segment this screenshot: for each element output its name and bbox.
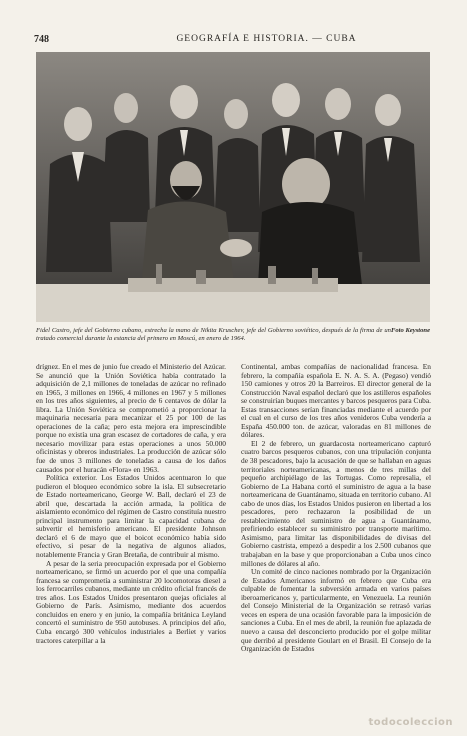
paragraph: A pesar de la seria preocupación expresada por el Gobierno norteamericano, se firmó un acuerdo por el que una compañía francesa se comprometía a suministrar 20 locomotoras diesel a los ferrocarriles cubanos, mediante un crédito oficial francés de tres años. Los Estados Unidos presentaron quejas oficiales al Gobierno de París. Asimismo, mediante dos acuerdos concluidos en enero y en junio, la compañía británica Leyland concertó el suministro de 950 autobuses. A principios del año, Cuba encargó 300 vehículos industriales a Berliet y varios tractores caterpillar a la [36,558,226,645]
historical-photo [36,52,430,322]
paragraph: El 2 de febrero, un guardacosta norteamericano capturó cuatro barcos pesqueros cubanos, con una tripulación conjunta de 38 pescadores, bajo la acusación de que se hallaban en aguas territoriales norteamericanas, a menos de tres millas del pequeño archipiélago de las Tortugas. Como represalia, el Gobierno de La Habana cortó el suministro de agua a la base norteamericana de Guantánamo, situada en territorio cubano. Al cabo de unos días, los Estados Unidos pusieron en libertad a los pescadores, pero rechazaron la posibilidad de un restablecimiento del suministro de agua a Guantánamo, prefiriendo establecer su suministro por transporte marítimo. Asimismo, para limitar las disponibilidades de divisas del Gobierno castrista, empezó a despedir a los 2.500 cubanos que trabajaban en la base y que proporcionaban a Cuba unos cinco millones de dólares al año. [241,438,431,568]
page-number: 748 [34,34,49,45]
page-header [34,34,439,46]
paragraph: Un comité de cinco naciones nombrado por la Organización de Estados Americanos informó en febrero que Cuba era culpable de fomentar la subversión armada en varios países iberoamericanos y, particularmente, en Venezuela. La reunión del Consejo Ministerial de la Organización se retrasó varias veces en espera de una ocasión favorable para la imposición de sanciones a Cuba. En el mes de abril, la reunión fue aplazada de nuevo a causa del desconcierto producido por el golpe militar que derribó al presidente Goulart en el Brasil. El Consejo de la Organización de Estados [241,567,431,654]
paragraph: Política exterior. Los Estados Unidos acentuaron lo que pudieron el bloqueo económico sobre la isla. El subsecretario de Estado norteamericano, George W. Ball, declaró el 23 de abril que, descartada la acción armada, la política de aislamiento económico del régimen de Castro constituía nuestro principal instrumento para limitar la capacidad cubana de subvertir el hemisferio americano. El presidente Johnson declaró el 6 de mayo que el boicot económico había sido efectivo, si pesar de la negativa de algunos aliados, notablemente Francia y Gran Bretaña, de contribuir al mismo. [36,473,226,560]
photo-illustration [36,52,430,322]
watermark: todocoleccion [368,717,453,728]
right-column [241,363,431,654]
photo-credit: Foto Keystone [390,327,430,334]
paragraph: drígnez. En el mes de junio fue creado el Ministerio del Azúcar. Se anunció que la Unión Soviética había contratado la adquisición de 2,1 millones de toneladas de azúcar no refinado en 1965, 3 millones en 1966, 4 millones en 1967 y 5 millones en los tres años siguientes, al precio de 6 centavos de dólar la libra. La Unión Soviética se comprometió a proporcionar la maquinaria necesaria para mecanizar el 25 por 100 de las operaciones de la caña; pero esta mejora era imprescindible porque no existía una gran escasez de cortadores de caña, y era necesario movilizar para estas operaciones a unos 50.000 oficinistas y obreros industriales. La producción de azúcar sólo fue de unos 3 millones de toneladas a causa de los daños causados por el huracán «Flora» en 1963. [36,362,226,474]
paragraph: Continental, ambas compañías de nacionalidad francesa. En febrero, la compañía española E. N. A. S. A. (Pegaso) vendió 150 camiones y otros 20 la Barreiros. El director general de la Construcción Naval español declaró que los astilleros españoles se construirían buques mercantes y barcos pesqueros para Cuba. Estas transacciones serían financiadas mediante el acuerdo por el cual en el curso de los tres años venideros Cuba vendería a España 450.000 ton. de azúcar, valoradas en 81 millones de dólares. [241,362,431,440]
caption-text: Fidel Castro, jefe del Gobierno cubano, estrecha la mano de Nikita Kruschev, jefe del Gobierno soviético, después de la firma de un tratado comercial durante la estancia del primero en Moscú, en enero de 1964. [36,327,391,343]
running-head: GEOGRAFÍA E HISTORIA. — CUBA [176,34,357,44]
photo-caption [36,327,430,344]
left-column [36,363,226,645]
